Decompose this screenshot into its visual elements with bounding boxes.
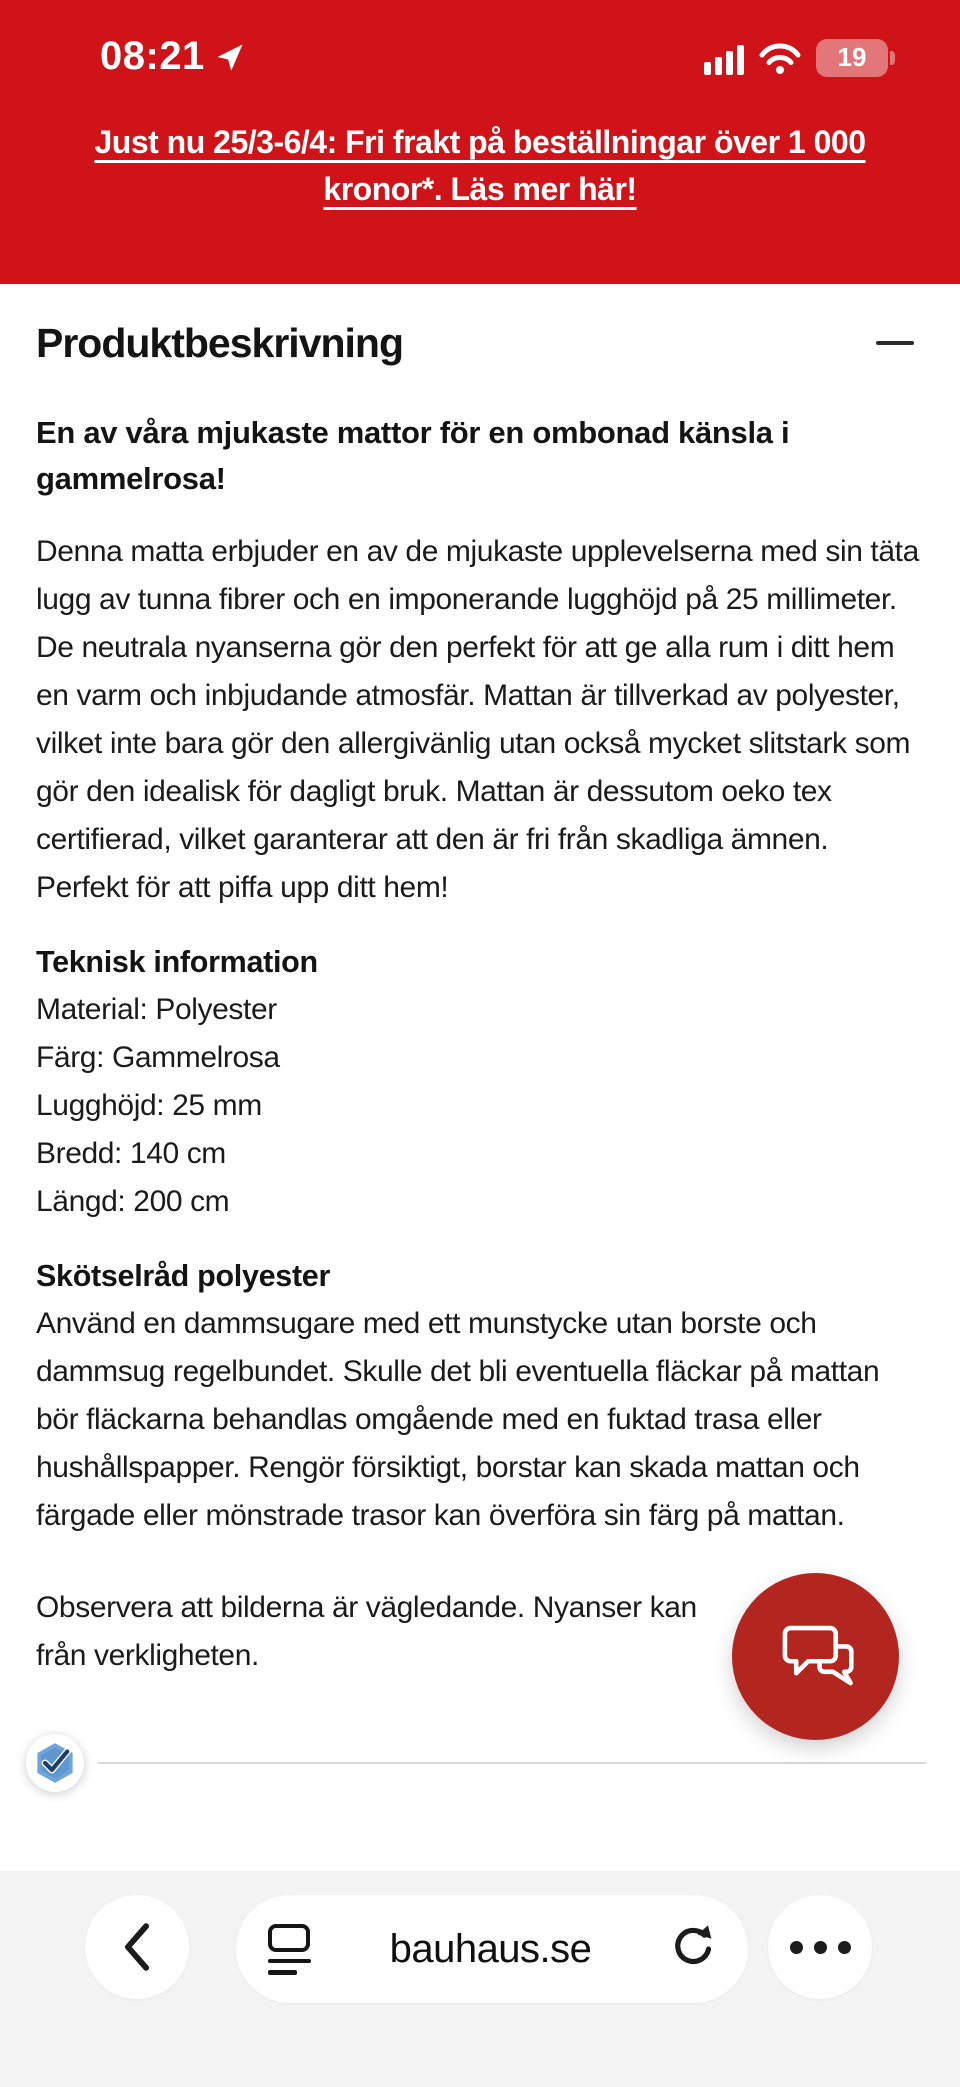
disclaimer-line-1: Observera att bilderna är vägledande. Nyanser kan [36, 1591, 697, 1624]
disclaimer-line-2: från verkligheten. [36, 1639, 259, 1672]
promo-banner-link[interactable] [0, 119, 960, 213]
collapse-button[interactable] [866, 331, 924, 355]
status-time: 08:21 [100, 34, 205, 78]
trust-badge[interactable] [26, 1734, 84, 1792]
status-left [100, 34, 245, 79]
tech-info-title: Teknisk information [36, 945, 318, 979]
spec-length: Längd: 200 cm [36, 1185, 230, 1218]
status-right [704, 39, 888, 75]
wifi-icon [758, 43, 802, 75]
page-menu-icon[interactable] [268, 1924, 311, 1975]
url-text: bauhaus.se [389, 1926, 592, 1971]
browser-toolbar [0, 1872, 960, 2087]
section-header [36, 316, 924, 370]
care-text: Använd en dammsugare med ett munstycke utan borste och dammsug regelbundet. Skulle det bli eventuella fläckar på mattan bör fläckarna behandlas omgående med en fuktad trasa eller hushållspapper. Rengör försiktigt, borstar kan skada mattan och färgade eller mönstrade trasor kan överföra sin färg på mattan. [36, 1307, 880, 1532]
product-description-section [0, 284, 960, 1794]
more-button[interactable] [768, 1895, 872, 1999]
hexagon-check-icon [32, 1740, 78, 1786]
trust-row [26, 1732, 924, 1794]
promo-line-1: Just nu 25/3-6/4: Fri frakt på beställningar över 1 000 [94, 124, 866, 160]
signal-icon [704, 45, 744, 75]
spec-color: Färg: Gammelrosa [36, 1041, 280, 1074]
location-icon [215, 42, 245, 72]
address-bar[interactable] [236, 1895, 748, 2003]
battery-percent: 19 [837, 42, 867, 72]
status-bar [0, 0, 960, 79]
battery-icon [816, 39, 888, 77]
chat-bubbles-icon [756, 1597, 876, 1717]
site-header [0, 0, 960, 284]
tech-specs-list [36, 986, 924, 1226]
spec-width: Bredd: 140 cm [36, 1137, 226, 1170]
reload-icon[interactable] [670, 1923, 716, 1975]
divider-line [98, 1762, 926, 1764]
product-description-text: Denna matta erbjuder en av de mjukaste upplevelserna med sin täta lugg av tunna fibrer och en imponerande lugghöjd på 25 millimeter. De neutrala nyanserna gör den perfekt för att ge alla rum i ditt hem en varm och inbjudande atmosfär. Mattan är tillverkad av polyester, vilket inte bara gör den allergivänlig utan också mycket slitstark som gör den idealisk för dagligt bruk. Mattan är dessutom oeko tex certifierad, vilket garanterar att den är fri från skadliga ämnen. Perfekt för att piffa upp ditt hem! [36, 535, 919, 904]
spec-material: Material: Polyester [36, 993, 277, 1026]
chevron-left-icon [115, 1921, 159, 1973]
care-title: Skötselråd polyester [36, 1259, 331, 1293]
spec-pile-height: Lugghöjd: 25 mm [36, 1089, 262, 1122]
back-button[interactable] [85, 1895, 189, 1999]
promo-line-2: kronor*. Läs mer här! [323, 171, 637, 207]
product-intro: En av våra mjukaste mattor för en ombonad känsla i gammelrosa! [36, 415, 790, 496]
ellipsis-icon [790, 1941, 851, 1954]
minus-icon [876, 341, 914, 345]
chat-button[interactable] [732, 1573, 899, 1740]
page-title: Produktbeskrivning [36, 320, 404, 366]
